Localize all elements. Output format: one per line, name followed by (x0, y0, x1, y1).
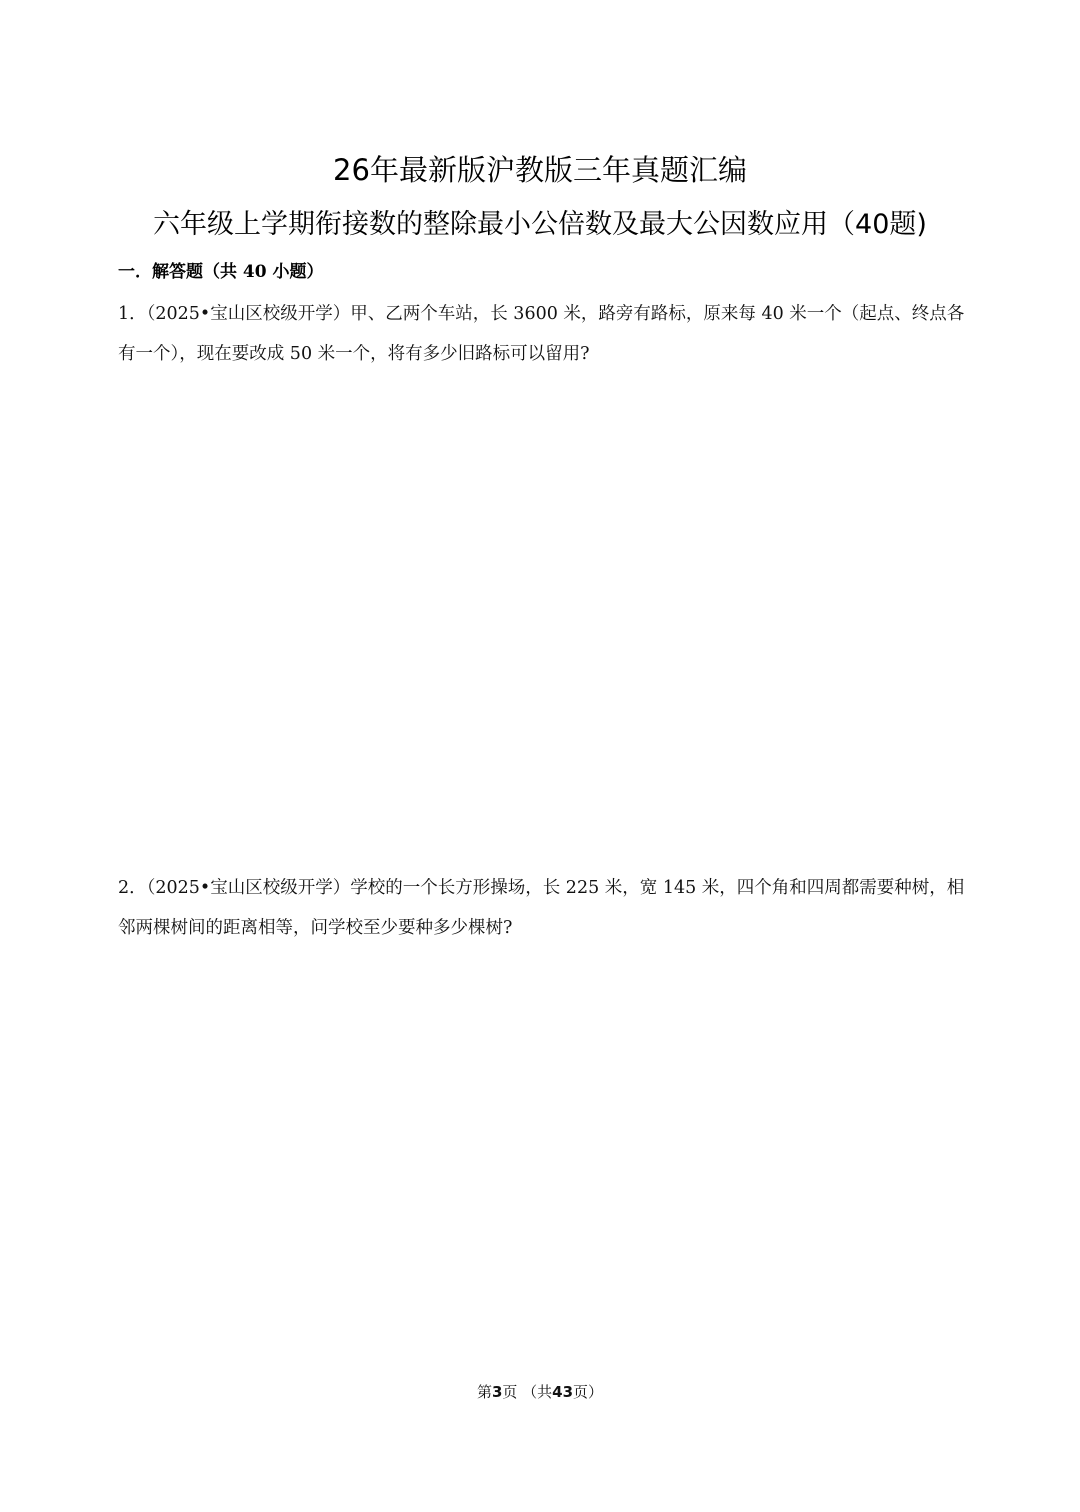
question-text: （2025•宝山区校级开学）学校的一个长方形操场，长 225 米，宽 145 米，四个角和四周都需要种树，相邻两棵树间的距离相等，问学校至少要种多少棵树? (118, 878, 965, 938)
footer-middle: 页 （共 (502, 1383, 553, 1401)
question-number: 1． (118, 304, 147, 324)
question-1 (118, 294, 968, 374)
current-page-number: 3 (491, 1383, 503, 1401)
document-subtitle: 六年级上学期衔接数的整除最小公倍数及最大公因数应用（40题) (153, 209, 927, 240)
footer-suffix: 页） (573, 1383, 604, 1401)
question-number: 2． (118, 878, 147, 898)
total-page-count: 43 (552, 1383, 574, 1401)
footer-prefix: 第 (476, 1383, 492, 1401)
page-footer (0, 1380, 1080, 1404)
question-text: （2025•宝山区校级开学）甲、乙两个车站，长 3600 米，路旁有路标，原来每 40 米一个（起点、终点各有一个），现在要改成 50 米一个，将有多少旧路标可以留用? (118, 304, 965, 364)
section-heading: 一．解答题（共 40 小题） (118, 262, 324, 282)
document-title: 26年最新版沪教版三年真题汇编 (333, 153, 747, 187)
question-2 (118, 868, 968, 948)
